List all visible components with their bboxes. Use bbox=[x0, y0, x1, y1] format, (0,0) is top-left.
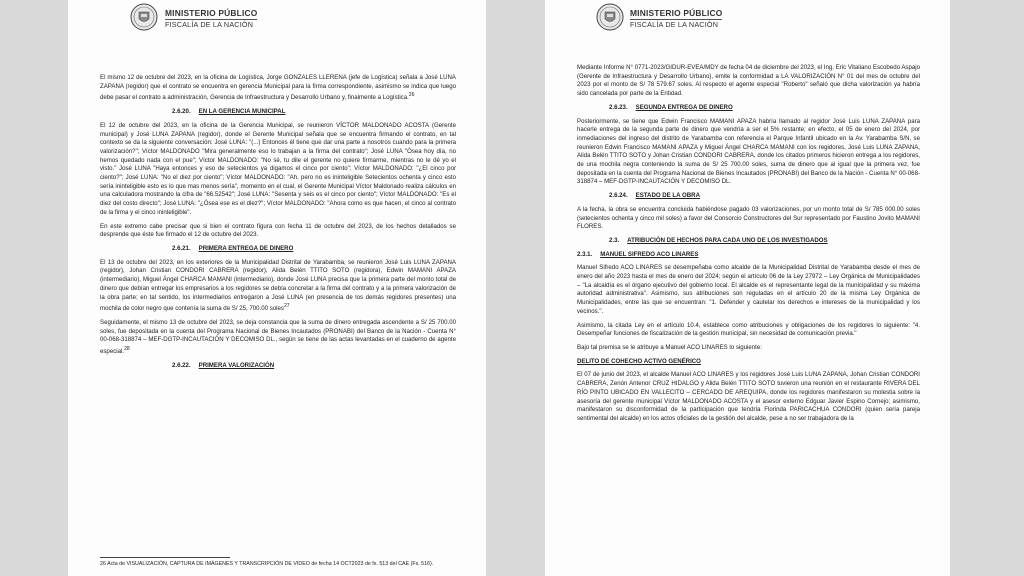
section-heading: 2.6.22. PRIMERA VALORIZACIÓN bbox=[172, 361, 275, 369]
page-header bbox=[68, 0, 486, 58]
ministry-seal-icon bbox=[596, 3, 624, 31]
paragraph: El 12 de octubre del 2023, en la oficina de la Gerencia Municipal, se reunieron VÍCTOR MALDONADO ACOSTA (Gerente municipal) y José LUNA ZAPANA (regidor), donde el Gerente Municipal señala que se encuentra firmando el contrato, en tal contexto se da la siguiente conversación: José LUNA: "(...) Entonces él tiene que dar una parte a nosotros cuando para la primera valorización?"; Víctor MALDONADO "Mira generalmente eso lo trabajan a la firma del contrato"; José LUNA "Ósea hoy día, no hemos quedado nada con el pue"; Víctor MALDONADO: "No sé, tu dile el gerente no quiere firmarme, mientras no le dé yo el visto." José LUNA "Haya entonces y eso de setecientos ya digamos el cinco por ciento"; Víctor MALDONADO: "¿El cinco por ciento?"; José LUNA: "No el diez por ciento"; Víctor MALDONADO: "Ah, pero no es ininteligible Setecientos ochenta y cinco esto sería ininteligible esto es lo que mas menos sería", momento en el cual, el Gerente Municipal Víctor Maldonado realiza cálculos en una calculadora mostrando la cifra de "66.52542"; José LUNA: "Sesenta y seis es el cinco por ciento"; Víctor MALDONADO: "Es el diez del costo directo"; José LUNA: "¿Ósea ese es el diez?"; Víctor MALDONADO: "Ahora como es que hacen, el cinco al contrato de la firma y el cinco ininteligible". bbox=[100, 121, 456, 216]
paragraph: El 13 de octubre del 2023, en los exteriores de la Municipalidad Distrital de Yarabamba, se reunieron José Luis LUNA ZAPANA (regidor), Johan Cristian CONDORI CABRERA (regidor), Alida Belén TTITO SOTO (regidora), Edwin MAMANI APAZA (intermediario), Miguel Ángel CHARCA MAMANI (intermediario), donde José LUNA precisa que la primera parte del monto total de dinero que debían entregar los empresarios a los regidores se debía concretar a la firma del contrato y a la primera valorización de la obra parte; en tal sentido, los intermediarios entregaron a José LUNA (en presencia de los demás regidores presentes) una mochila de color negro que contenía la suma de S/ 25, 700.00 soles$^{27}$ bbox=[100, 258, 456, 313]
paragraph: Manuel Sifredo ACO LINARES se desempeñaba como alcalde de la Municipalidad Distrital de Yarabamba desde el mes de enero del año 2023 hasta el mes de enero del 2024; según el artículo 06 de la Ley 27972 – Ley Orgánica de Municipalidades – "La alcaldía es el órgano ejecutivo del gobierno local. El alcalde es el representante legal de la municipalidad y su máxima autoridad administrativa". Asimismo, sus atribuciones son reguladas en el artículo 20 de la misma Ley Orgánica de Municipalidades, entre las que se encuentran: "1. Defender y cautelar los derechos e intereses de la municipalidad y los vecinos.". bbox=[577, 264, 920, 315]
paragraph: A la fecha, la obra se encuentra concluida habiéndose pagado 03 valorizaciones, por un monto total de S/ 785 000.00 soles (setecientos ochenta y cinco mil soles) a favor del Consorcio Constructores del Sur representado por Faustino Jovito MAMANI FLORES. bbox=[577, 205, 920, 231]
page-body bbox=[545, 58, 950, 424]
section-heading: 2.3.1. MANUEL SIFREDO ACO LINARES bbox=[577, 250, 699, 258]
org-name-line2: FISCALÍA DE LA NACIÓN bbox=[630, 19, 722, 30]
document-page-right bbox=[545, 0, 950, 576]
page-header bbox=[545, 0, 950, 58]
org-name-line1: MINISTERIO PÚBLICO bbox=[630, 8, 723, 18]
paragraph: El 07 de junio del 2023, el alcalde Manuel ACO LINARES y los regidores José Luis LUNA ZAPANA, Johan Cristian CONDORI CABRERA, Zenón Antenor CRUZ HIDALGO y Alida Belén TTITO SOTO tuvieron una reunión en el restaurante RIVERA DEL RÍO PINTO UBICADO EN VALLECITO – CERCADO DE AREQUIPA, donde los regidores manifestaron su molestia sobre la asesoría del gerente municipal Víctor MALDONADO ACOSTA y el asesor externo Edguar Javier Espino Cornejo; asimismo, manifestaron su disconformidad de la participación que tendría Florinda PARICACHUA CONDORI (quien sería pareja sentimental del alcalde) en los actos oficiales de la gestión del alcalde, pese a no ser trabajadora de la bbox=[577, 371, 920, 422]
section-heading: 2.3. ATRIBUCIÓN DE HECHOS PARA CADA UNO DE LOS INVESTIGADOS bbox=[609, 236, 828, 244]
section-heading: 2.6.20. EN LA GERENCIA MUNICIPAL bbox=[172, 108, 286, 116]
paragraph: Posteriormente, se tiene que Edwin Francisco MAMANI APAZA habría llamado al regidor José Luis LUNA ZAPANA para hacerle entrega de la segunda parte de dinero que vendría a ser el 5% restante; en efecto, el 05 de enero del 2024, por inmediaciones del ingreso del distrito de Yarabamba con referencia el Parque Infantil ubicado en la Av. Yarabamba S/N, se reunieron Edwin Francisco MAMANI APAZA y Miguel Ángel CHARCA MAMANI con los regidores, José Luis LUNA ZAPANA, Alida Belén TTITO SOTO y Johan Cristian CONDORI CABRERA, donde los citados primeros hicieron entrega a los regidores, de una mochila negra conteniendo la suma de S/ 25 700.00 soles, suma de dinero que al igual que la primera vez, fue depositada en la cuenta del Programa Nacional de Bienes Incautados (PRONABI) del Banco de la Nación - Cuenta N° 00-068-318874 – MEF-DGTP-INCAUTACIÓN Y DECOMISO DL. bbox=[577, 117, 920, 186]
document-page-left bbox=[68, 0, 486, 576]
section-heading: 2.6.21. PRIMERA ENTREGA DE DINERO bbox=[172, 244, 294, 252]
paragraph: Mediante Informe N° 0771-2023/GIDUR-EVEA/MDY de fecha 04 de diciembre del 2023, el Ing. Eric Vitaliano Escobedo Aspajo (Gerente de Infraestructura y Desarrollo Urbano), emite la conformidad a LA VALORIZACIÓN N° 01 del mes de octubre del 2023 por el monto de S/ 78 579.67 soles. Al respecto el agente especial "Roberto" señaló que dicha valorización ya habría sido cancelada por parte de la Entidad. bbox=[577, 64, 920, 98]
org-name bbox=[165, 9, 257, 29]
paragraph: El mismo 12 de octubre del 2023, en la oficina de Logística, Jorge GONZALES LLERENA (jefe de Logística) señala a José LUNA ZAPANA (regidor) que el contrato se encuentra en gerencia Municipal para la firma correspondiente, asimismo se indica que luego debe pasar el contrato a administración, Gerencia de Infraestructura y Desarrollo Urbano y, finalmente a Logística.$^{26}$ bbox=[100, 74, 456, 102]
paragraph: En este extremo cabe precisar que si bien el contrato figura con fecha 11 de octubre del 2023, de los hechos detallados se desprende que éste fue firmado el 12 de octubre del 2023. bbox=[100, 222, 456, 239]
paragraph: Asimismo, la citada Ley en el artículo 10.4, establece como atribuciones y obligaciones de los regidores lo siguiente: "4. Desempeñar funciones de fiscalización de la gestión municipal, sin necesidad de comunicación previa." bbox=[577, 321, 920, 338]
org-name-line2: FISCALÍA DE LA NACIÓN bbox=[165, 19, 257, 30]
footnote: 26 Acta de VISUALIZACIÓN, CAPTURA DE IMÁGENES Y TRANSCRIPCIÓN DE VIDEO de fecha 14 OCT2023 de fs. 513 del CAE (Fs. 516). bbox=[100, 557, 230, 568]
paragraph: Bajo tal premisa se le atribuye a Manuel ACO LINARES lo siguiente: bbox=[577, 343, 762, 351]
ministry-seal-icon bbox=[130, 3, 158, 31]
org-name-line1: MINISTERIO PÚBLICO bbox=[165, 8, 258, 18]
org-name bbox=[630, 9, 722, 29]
section-heading: 2.6.23. SEGUNDA ENTREGA DE DINERO bbox=[609, 103, 733, 111]
section-heading: 2.6.24. ESTADO DE LA OBRA bbox=[609, 192, 700, 200]
section-heading: DELITO DE COHECHO ACTIVO GENÉRICO bbox=[577, 357, 701, 365]
paragraph: Seguidamente, el mismo 13 de octubre del 2023, se deja constancia que la suma de dinero entregada ascendente a S/ 25 700.00 soles, fue depositada en la cuenta del Programa Nacional de Bienes Incautados (PRONABI) del Banco de la Nación - Cuenta N° 00-068-318874 – MEF-DGTP-INCAUTACIÓN Y DECOMISO DL., según se tiene de las actas levantadas en el cuaderno de agente especial.$^{28}$ bbox=[100, 318, 456, 356]
page-body bbox=[68, 58, 486, 370]
